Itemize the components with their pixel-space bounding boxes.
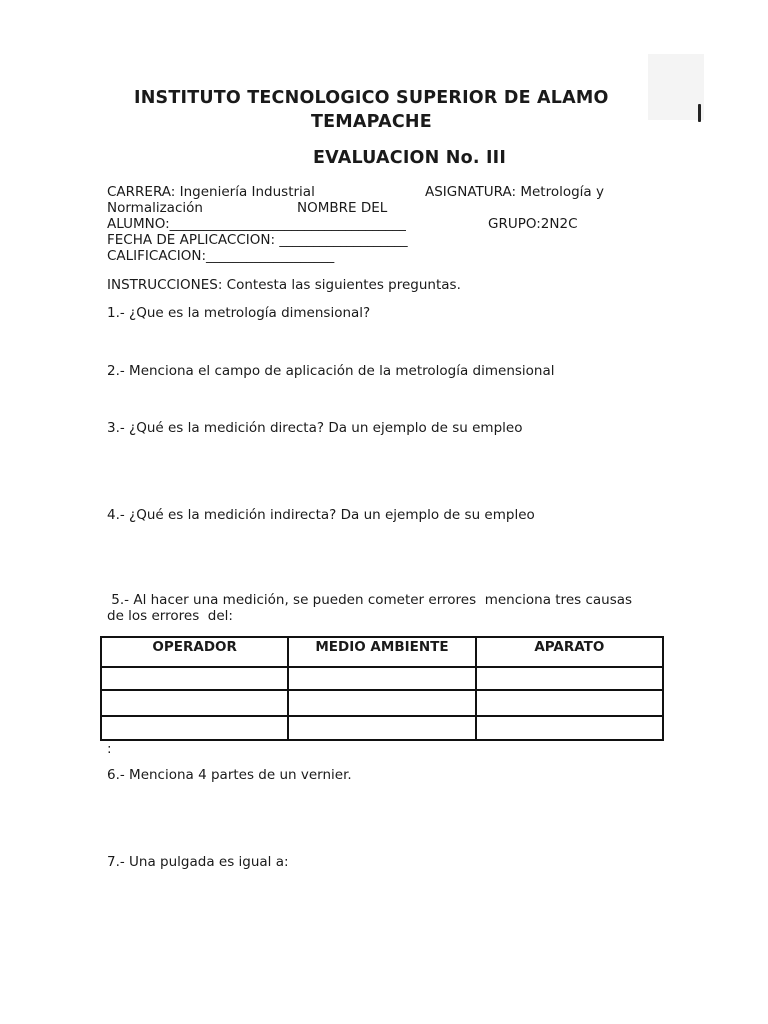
group-label: GRUPO:2N2C: [488, 216, 578, 232]
table-cell: [101, 690, 288, 716]
date-field: FECHA DE APLICACCION: ___________________: [107, 232, 408, 248]
instructions: INSTRUCCIONES: Contesta las siguientes preguntas.: [107, 277, 461, 293]
table-row: [101, 667, 663, 690]
subject-label-cont: Normalización: [107, 200, 203, 216]
header-aparato: APARATO: [476, 637, 663, 667]
question-2: 2.- Menciona el campo de aplicación de la metrología dimensional: [107, 363, 555, 379]
grade-field: CALIFICACION:___________________: [107, 248, 335, 264]
student-field: ALUMNO:___________________________________: [107, 216, 406, 232]
header-medio-ambiente: MEDIO AMBIENTE: [288, 637, 475, 667]
question-3: 3.- ¿Qué es la medición directa? Da un ejemplo de su empleo: [107, 420, 523, 436]
question-5: 5.- Al hacer una medición, se pueden cometer errores menciona tres causas: [107, 592, 633, 608]
question-5-cont: de los errores del:: [107, 608, 233, 624]
table-cell: [101, 716, 288, 740]
institute-name-line1: INSTITUTO TECNOLOGICO SUPERIOR DE ALAMO: [134, 88, 609, 108]
name-label: NOMBRE DEL: [297, 200, 388, 216]
career-label: CARRERA: Ingeniería Industrial: [107, 184, 315, 200]
table-cell: [288, 667, 475, 690]
table-cell: [101, 667, 288, 690]
table-cell: [476, 716, 663, 740]
question-4: 4.- ¿Qué es la medición indirecta? Da un ejemplo de su empleo: [107, 507, 535, 523]
scan-mark: [698, 104, 701, 122]
table-row: [101, 690, 663, 716]
question-7: 7.- Una pulgada es igual a:: [107, 854, 289, 870]
question-6: 6.- Menciona 4 partes de un vernier.: [107, 767, 352, 783]
scan-artifact: [648, 54, 704, 120]
table-cell: [476, 667, 663, 690]
table-cell: [288, 690, 475, 716]
error-causes-table: [100, 636, 664, 741]
subject-label: ASIGNATURA: Metrología y: [425, 184, 604, 200]
question-1: 1.- ¿Que es la metrología dimensional?: [107, 305, 371, 321]
institute-name-line2: TEMAPACHE: [311, 112, 432, 132]
header-operador: OPERADOR: [101, 637, 288, 667]
exam-title: EVALUACION No. III: [313, 148, 507, 168]
table-header-row: [101, 637, 663, 667]
table-cell: [288, 716, 475, 740]
stray-colon: :: [107, 741, 112, 757]
table-row: [101, 716, 663, 740]
table-cell: [476, 690, 663, 716]
